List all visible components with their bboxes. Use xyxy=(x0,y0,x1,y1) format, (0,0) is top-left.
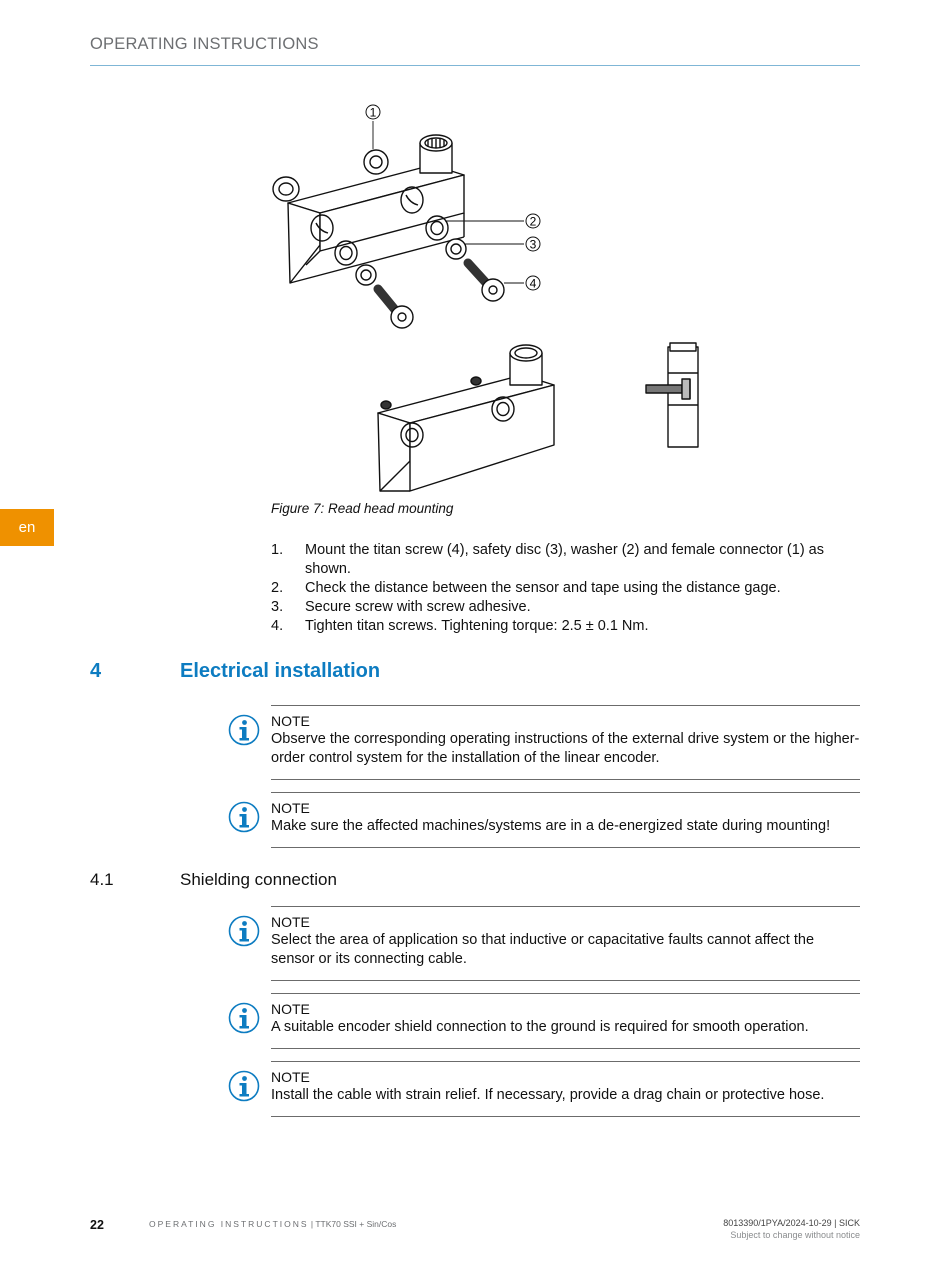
note-label: NOTE xyxy=(271,1001,310,1017)
note-text: Observe the corresponding operating instructions of the external drive system or the higher-order control system for the installation of the linear encoder. xyxy=(271,731,860,766)
list-item xyxy=(271,541,861,579)
note-text: Make sure the affected machines/systems are in a de-energized state during mounting! xyxy=(271,818,831,834)
note-box xyxy=(271,792,860,848)
footer-doc-title xyxy=(149,1219,396,1229)
side-view-read-head xyxy=(646,343,698,447)
note-label: NOTE xyxy=(271,800,310,816)
note-box xyxy=(271,705,860,780)
list-item xyxy=(271,598,861,617)
callout-4: 4 xyxy=(529,276,537,291)
step-number: 3. xyxy=(271,599,284,615)
note-box xyxy=(271,906,860,981)
step-number: 2. xyxy=(271,580,284,596)
info-icon xyxy=(228,915,260,947)
section-4-title: Electrical installation xyxy=(180,660,381,682)
mounting-steps-list xyxy=(271,541,861,636)
section-4-number: 4 xyxy=(90,660,102,682)
step-text: Check the distance between the sensor and tape using the distance gage. xyxy=(305,580,781,596)
note-box xyxy=(271,1061,860,1117)
footer-separator: | xyxy=(308,1219,316,1229)
info-icon xyxy=(228,1070,260,1102)
section-4-1-number: 4.1 xyxy=(90,870,114,889)
note-label: NOTE xyxy=(271,1069,310,1085)
read-head-mounting-figure xyxy=(260,95,720,495)
note-text: A suitable encoder shield connection to the ground is required for smooth operation. xyxy=(271,1019,809,1035)
list-item xyxy=(271,579,861,598)
note-box xyxy=(271,993,860,1049)
page-header-title: OPERATING INSTRUCTIONS xyxy=(90,35,319,53)
footer-notice: Subject to change without notice xyxy=(730,1230,860,1240)
step-number: 4. xyxy=(271,618,284,634)
step-text: Secure screw with screw adhesive. xyxy=(305,599,531,615)
info-icon xyxy=(228,714,260,746)
header-divider xyxy=(90,65,860,66)
exploded-read-head xyxy=(273,135,504,328)
callout-3: 3 xyxy=(529,237,537,252)
assembled-read-head xyxy=(378,345,554,491)
footer-page-number: 22 xyxy=(90,1218,104,1232)
footer-product: TTK70 SSI + Sin/Cos xyxy=(315,1219,397,1229)
callout-1: 1 xyxy=(369,105,377,120)
section-4-1-title: Shielding connection xyxy=(180,870,337,889)
info-icon xyxy=(228,801,260,833)
note-label: NOTE xyxy=(271,713,310,729)
note-text: Select the area of application so that inductive or capacitative faults cannot affect the sensor or its connecting cable. xyxy=(271,932,815,967)
language-tab[interactable]: en xyxy=(0,509,54,546)
note-text: Install the cable with strain relief. If necessary, provide a drag chain or protective hose. xyxy=(271,1087,825,1103)
step-number: 1. xyxy=(271,542,284,558)
step-text: Tighten titan screws. Tightening torque: 2.5 ± 0.1 Nm. xyxy=(305,618,649,634)
note-label: NOTE xyxy=(271,914,310,930)
list-item xyxy=(271,617,861,636)
info-icon xyxy=(228,1002,260,1034)
footer-doc-id: 8013390/1PYA/2024-10-29 | SICK xyxy=(723,1218,860,1228)
footer-doc-type: OPERATING INSTRUCTIONS xyxy=(149,1219,309,1229)
figure-caption: Figure 7: Read head mounting xyxy=(271,501,454,516)
step-text: Mount the titan screw (4), safety disc (3), washer (2) and female connector (1) as shown. xyxy=(305,542,824,577)
callout-2: 2 xyxy=(529,214,537,229)
